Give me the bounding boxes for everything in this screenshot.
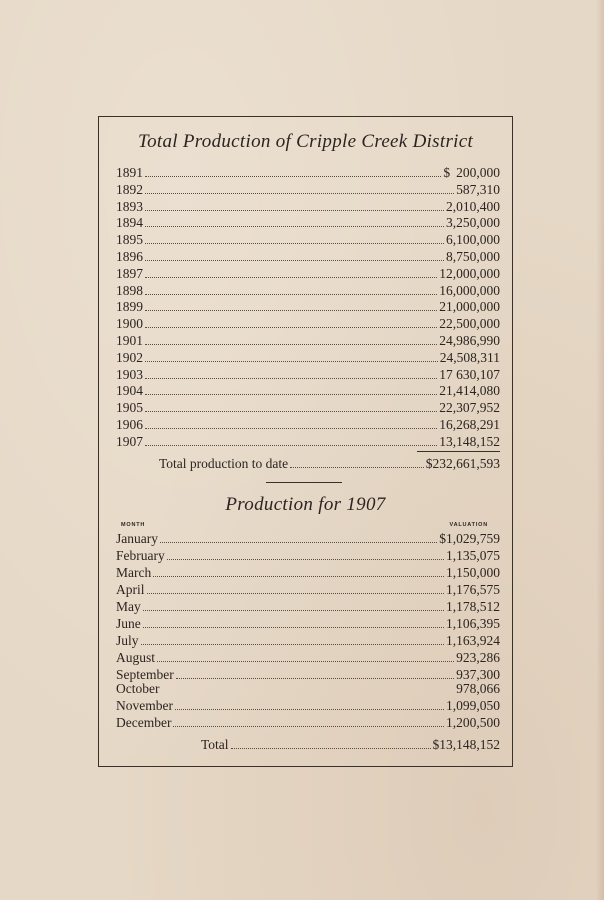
month-row-july <box>116 633 500 649</box>
month-label: April <box>116 582 145 597</box>
year-row-1893 <box>116 199 500 215</box>
leader-dots <box>173 726 444 727</box>
leader-dots <box>145 411 437 412</box>
year-value: 24,508,311 <box>439 350 500 365</box>
leader-dots <box>145 344 437 345</box>
month-value: 923,286 <box>456 650 500 665</box>
currency-symbol: $ <box>443 165 451 180</box>
month-label: August <box>116 650 156 665</box>
year-row-1903 <box>116 367 500 383</box>
year-row-1904 <box>116 383 500 399</box>
year-label: 1899 <box>116 299 143 314</box>
year-value: 17 630,107 <box>439 367 500 382</box>
month-value: 1,176,575 <box>446 582 500 597</box>
year-value: 21,000,000 <box>439 299 500 314</box>
month-label: October <box>116 681 160 696</box>
year-label: 1896 <box>116 249 143 264</box>
month-column-header: MONTH <box>121 522 146 528</box>
year-value: 8,750,000 <box>446 249 500 264</box>
leader-dots <box>147 593 445 594</box>
total-value: $13,148,152 <box>432 737 500 752</box>
leader-dots <box>145 226 444 227</box>
leader-dots <box>145 243 444 244</box>
total-label: Total production to date <box>159 456 289 471</box>
year-value: 3,250,000 <box>446 215 500 230</box>
year-row-1891 <box>116 165 500 181</box>
year-value: 22,500,000 <box>439 316 500 331</box>
year-row-1895 <box>116 232 500 248</box>
month-label: December <box>116 715 172 730</box>
leader-dots <box>145 277 437 278</box>
production-table-frame <box>98 116 513 767</box>
month-value: 937,300 <box>456 667 500 682</box>
year-label: 1901 <box>116 333 143 348</box>
year-value: 13,148,152 <box>439 434 500 449</box>
leader-dots <box>145 176 441 177</box>
year-label: 1907 <box>116 434 143 449</box>
leader-dots <box>161 692 454 693</box>
month-label: November <box>116 698 173 713</box>
year-label: 1904 <box>116 383 143 398</box>
leader-dots <box>145 294 437 295</box>
year-label: 1897 <box>116 266 143 281</box>
leader-dots <box>153 576 444 577</box>
leader-dots <box>167 559 444 560</box>
month-value: 1,135,075 <box>446 548 500 563</box>
year-label: 1892 <box>116 182 143 197</box>
year-label: 1905 <box>116 400 143 415</box>
year-value: 12,000,000 <box>439 266 500 281</box>
leader-dots <box>160 542 437 543</box>
month-row-january <box>116 531 500 547</box>
leader-dots <box>145 445 437 446</box>
month-row-march <box>116 565 500 581</box>
leader-dots <box>145 378 437 379</box>
leader-dots <box>175 709 444 710</box>
month-value: 1,106,395 <box>446 616 500 631</box>
total-production-title: Total Production of Cripple Creek District <box>137 131 474 152</box>
year-row-1905 <box>116 400 500 416</box>
leader-dots <box>145 310 437 311</box>
year-label: 1894 <box>116 215 143 230</box>
month-label: March <box>116 565 152 580</box>
leader-dots <box>157 661 454 662</box>
leader-dots <box>145 260 444 261</box>
year-row-1892 <box>116 182 500 198</box>
year-row-1896 <box>116 249 500 265</box>
month-row-december <box>116 715 500 731</box>
year-row-1894 <box>116 215 500 231</box>
year-row-1898 <box>116 283 500 299</box>
leader-dots <box>145 361 438 362</box>
leader-dots <box>145 210 444 211</box>
year-label: 1898 <box>116 283 143 298</box>
leader-dots <box>143 627 444 628</box>
year-label: 1900 <box>116 316 143 331</box>
leader-dots <box>231 748 431 749</box>
total-1907-row <box>201 737 500 753</box>
total-value: $232,661,593 <box>425 456 500 471</box>
leader-dots <box>145 394 437 395</box>
month-row-august <box>116 650 500 666</box>
month-row-november <box>116 698 500 714</box>
month-label: June <box>116 616 141 631</box>
leader-dots <box>176 678 454 679</box>
year-value: 24,986,990 <box>439 333 500 348</box>
month-value: 1,163,924 <box>446 633 500 648</box>
year-label: 1906 <box>116 417 143 432</box>
year-value: 16,268,291 <box>439 417 500 432</box>
year-row-1900 <box>116 316 500 332</box>
year-row-1906 <box>116 417 500 433</box>
year-row-1901 <box>116 333 500 349</box>
month-label: September <box>116 667 174 682</box>
month-label: January <box>116 531 158 546</box>
month-row-june <box>116 616 500 632</box>
year-label: 1893 <box>116 199 143 214</box>
year-value: 587,310 <box>456 182 500 197</box>
year-row-1907 <box>116 434 500 450</box>
month-value: $1,029,759 <box>439 531 500 546</box>
month-value: 978,066 <box>456 681 500 696</box>
year-row-1902 <box>116 350 500 366</box>
leader-dots <box>145 428 437 429</box>
month-row-may <box>116 599 500 615</box>
year-value: 22,307,952 <box>439 400 500 415</box>
month-value: 1,150,000 <box>446 565 500 580</box>
production-1907-title: Production for 1907 <box>225 494 386 515</box>
total-label: Total <box>201 737 229 752</box>
leader-dots <box>143 610 444 611</box>
year-label: 1891 <box>116 165 143 180</box>
month-row-october <box>116 681 500 697</box>
month-value: 1,099,050 <box>446 698 500 713</box>
total-production-row <box>159 456 500 472</box>
year-label: 1902 <box>116 350 143 365</box>
year-row-1897 <box>116 266 500 282</box>
leader-dots <box>145 327 437 328</box>
leader-dots <box>141 644 444 645</box>
month-row-april <box>116 582 500 598</box>
section-divider <box>266 482 342 483</box>
month-row-february <box>116 548 500 564</box>
year-value: 2,010,400 <box>446 199 500 214</box>
year-value: 16,000,000 <box>439 283 500 298</box>
month-value: 1,178,512 <box>446 599 500 614</box>
year-label: 1895 <box>116 232 143 247</box>
sum-rule <box>417 451 500 452</box>
valuation-column-header: VALUATION <box>449 522 488 528</box>
year-value: 21,414,080 <box>439 383 500 398</box>
leader-dots <box>290 467 424 468</box>
month-label: February <box>116 548 165 563</box>
month-label: July <box>116 633 139 648</box>
month-label: May <box>116 599 141 614</box>
page-edge-shadow <box>596 0 604 900</box>
year-row-1899 <box>116 299 500 315</box>
year-value: 200,000 <box>456 165 500 180</box>
year-label: 1903 <box>116 367 143 382</box>
year-value: 6,100,000 <box>446 232 500 247</box>
leader-dots <box>145 193 454 194</box>
month-value: 1,200,500 <box>446 715 500 730</box>
